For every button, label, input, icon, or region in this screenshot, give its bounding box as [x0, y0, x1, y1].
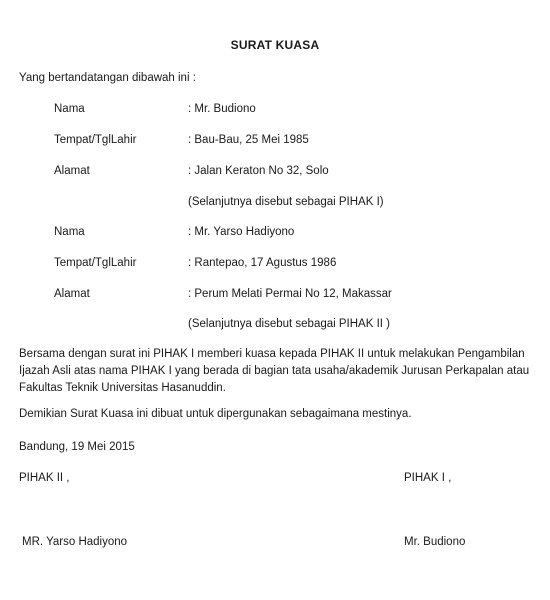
- place-date: Bandung, 19 Mei 2015: [19, 441, 135, 453]
- party2-note: (Selanjutnya disebut sebagai PIHAK II ): [188, 318, 391, 330]
- closing-statement: Demikian Surat Kuasa ini dibuat untuk dipergunakan sebagaimana mestinya.: [19, 408, 412, 420]
- body-line: Bersama dengan surat ini PIHAK I memberi kuasa kepada PIHAK II untuk melakukan Pengambilan: [19, 348, 525, 360]
- right-party-label: PIHAK I ,: [404, 472, 452, 484]
- party1-birth-label: Tempat/TglLahir: [54, 134, 137, 146]
- party2-address-label: Alamat: [54, 288, 90, 300]
- party1-birth-value: : Bau-Bau, 25 Mei 1985: [188, 134, 309, 146]
- body-paragraph: [19, 346, 534, 397]
- party1-address-value: : Jalan Keraton No 32, Solo: [188, 165, 329, 177]
- opening-line: Yang bertandatangan dibawah ini :: [19, 72, 196, 84]
- body-line: Ijazah Asli atas nama PIHAK I yang berada di bagian tata usaha/akademik Jurusan Perkapalan atau: [19, 365, 530, 377]
- party1-name-value: : Mr. Budiono: [188, 103, 256, 115]
- party2-address-value: : Perum Melati Permai No 12, Makassar: [188, 288, 392, 300]
- party1-address-label: Alamat: [54, 165, 90, 177]
- party2-name-label: Nama: [54, 226, 85, 238]
- party2-name-value: : Mr. Yarso Hadiyono: [188, 226, 295, 238]
- body-line: Fakultas Teknik Universitas Hasanuddin.: [19, 382, 226, 394]
- document-title: SURAT KUASA: [230, 38, 320, 52]
- party2-birth-label: Tempat/TglLahir: [54, 257, 137, 269]
- party1-name-label: Nama: [54, 103, 85, 115]
- left-signer-name: MR. Yarso Hadiyono: [22, 536, 128, 548]
- party1-note: (Selanjutnya disebut sebagai PIHAK I): [188, 196, 384, 208]
- right-signer-name: Mr. Budiono: [404, 536, 466, 548]
- left-party-label: PIHAK II ,: [19, 472, 70, 484]
- party2-birth-value: : Rantepao, 17 Agustus 1986: [188, 257, 337, 269]
